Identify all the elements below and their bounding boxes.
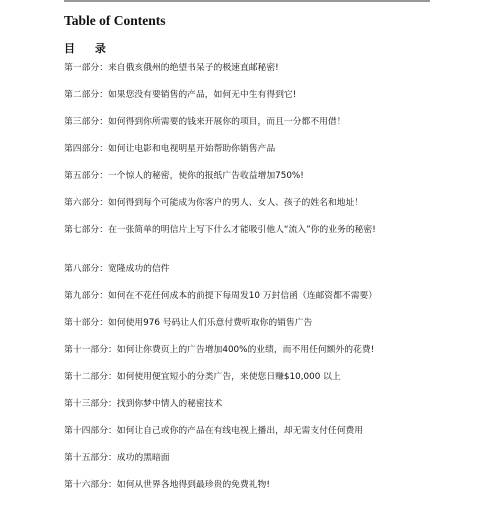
toc-item-7: 第七部分：在一张简单的明信片上写下什么才能吸引他人“流入”你的业务的秘密!	[64, 225, 376, 235]
toc-item-2: 第二部分：如果您没有要销售的产品，如何无中生有得到它!	[64, 90, 297, 100]
toc-item-5: 第五部分：一个惊人的秘密，使你的报纸广告收益增加750%!	[64, 171, 304, 181]
contents-label: 目 录	[64, 42, 114, 55]
toc-item-6: 第六部分：如何得到每个可能成为你客户的男人、女人、孩子的姓名和地址！	[64, 198, 364, 208]
toc-item-14: 第十四部分：如何让自己或你的产品在有线电视上播出，却无需支付任何费用	[64, 426, 364, 436]
document-page	[64, 12, 430, 506]
toc-item-8: 第八部分：宽隆成功的信件	[64, 264, 170, 274]
toc-item-15: 第十五部分：成功的黑暗面	[64, 453, 170, 463]
top-rule	[64, 0, 430, 2]
toc-heading: Table of Contents	[64, 13, 166, 28]
toc-item-1: 第一部分：来自俄亥俄州的绝望书呆子的极速直邮秘密!	[64, 63, 279, 73]
toc-item-4: 第四部分：如何让电影和电视明星开始帮助你销售产品	[64, 144, 276, 154]
toc-item-9: 第九部分：如何在不花任何成本的前提下每周发10 万封信函（连邮资都不需要）	[64, 291, 378, 301]
toc-item-13: 第十三部分：找到你梦中情人的秘密技术	[64, 399, 223, 409]
toc-item-12: 第十二部分：如何使用便宜短小的分类广告，来使您日赚$10,000 以上	[64, 372, 341, 382]
toc-list	[64, 62, 430, 506]
toc-item-11: 第十一部分：如何让你费页上的广告增加400%的业绩，而不用任何额外的花费!	[64, 345, 375, 355]
toc-item-3: 第三部分：如何得到你所需要的钱来开展你的项目，而且一分都不用借！	[64, 117, 346, 127]
toc-item-16: 第十六部分：如何从世界各地得到最珍贵的免费礼物!	[64, 480, 270, 490]
toc-item-10: 第十部分：如何使用976 号码让人们乐意付费听取你的销售广告	[64, 318, 313, 328]
